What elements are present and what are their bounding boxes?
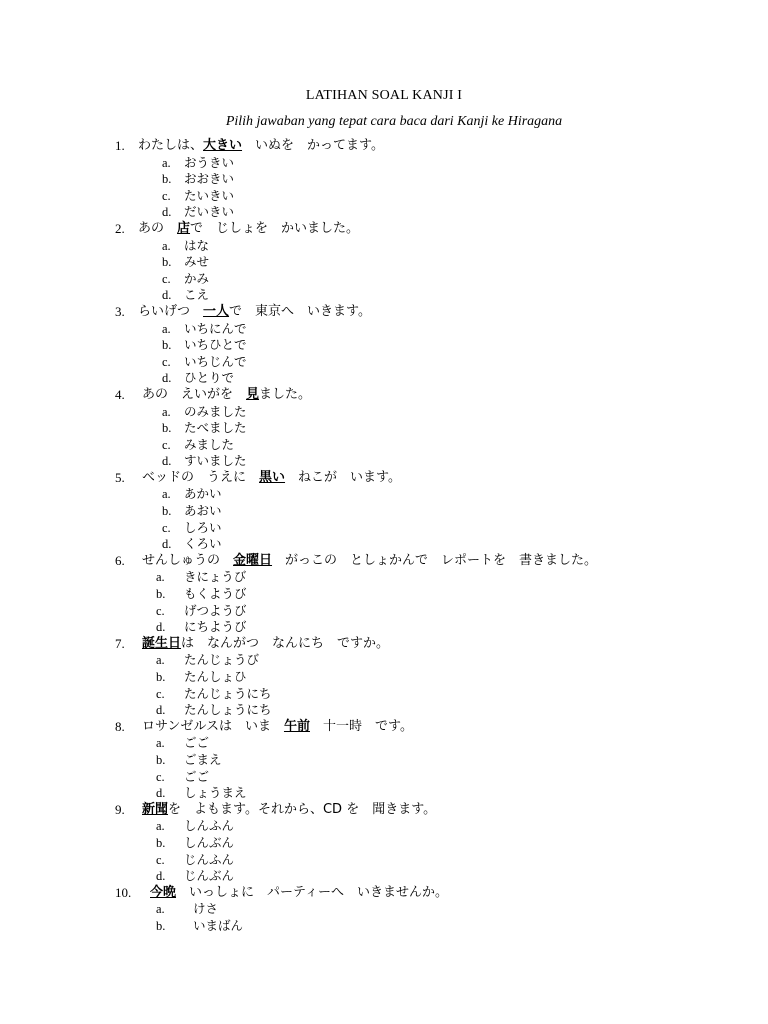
option-text: しんぶん (184, 834, 235, 850)
option-text: はな (184, 237, 210, 253)
page-subtitle: Pilih jawaban yang tepat cara baca dari Kanji ke Hiragana (225, 114, 563, 129)
option-text: たんしょうにち (184, 702, 272, 718)
question-text-before: ベッドの うえに (142, 469, 260, 485)
question-number: 9. (115, 801, 125, 817)
question-text (138, 138, 384, 155)
target-kanji: 今晩 (150, 884, 177, 900)
option-letter: c. (162, 520, 171, 535)
option-text: たんしょひ (184, 669, 247, 684)
option-text: じんふん (184, 851, 235, 867)
option-text: のみました (184, 403, 247, 419)
option-letter: a. (156, 653, 165, 668)
question-number: 2. (115, 220, 125, 236)
question-number: 8. (115, 718, 125, 734)
answer-option[interactable] (0, 769, 768, 786)
option-text: しんふん (184, 818, 235, 834)
answer-option[interactable] (0, 204, 768, 221)
option-text: ひとりで (184, 370, 235, 386)
answer-option[interactable] (0, 238, 768, 255)
answer-option[interactable] (0, 188, 768, 205)
option-letter: d. (156, 620, 166, 635)
question-text-after: ました。 (259, 386, 312, 402)
answer-option[interactable] (0, 337, 768, 354)
answer-option[interactable] (0, 918, 768, 935)
question-text (142, 470, 401, 487)
option-letter: b. (156, 835, 166, 850)
option-text: にちようび (184, 619, 247, 635)
answer-option[interactable] (0, 536, 768, 553)
question-text-after: いっしょに パーティーへ いきませんか。 (176, 884, 448, 900)
answer-option[interactable] (0, 404, 768, 421)
option-letter: b. (162, 421, 172, 436)
question-line (0, 553, 768, 570)
answer-option[interactable] (0, 354, 768, 371)
question-number: 3. (115, 303, 125, 319)
option-letter: a. (156, 570, 165, 585)
question-item (0, 304, 768, 387)
question-text (142, 387, 311, 404)
option-text: ごご (184, 768, 210, 784)
option-letter: c. (162, 437, 171, 452)
answer-option[interactable] (0, 586, 768, 603)
target-kanji: 見 (246, 386, 260, 402)
option-letter: d. (162, 454, 172, 469)
question-line (0, 719, 768, 736)
option-text: おおきい (184, 171, 235, 187)
option-letter: b. (156, 752, 166, 767)
option-text: おうきい (184, 154, 235, 170)
option-text: いまばん (193, 917, 244, 933)
question-item (0, 885, 768, 935)
answer-option[interactable] (0, 453, 768, 470)
question-text (138, 221, 359, 238)
option-letter: a. (156, 736, 165, 751)
answer-option[interactable] (0, 669, 768, 686)
question-text-after: いぬを かってます。 (242, 138, 384, 153)
answer-option[interactable] (0, 735, 768, 752)
option-letter: d. (162, 205, 172, 220)
answer-option[interactable] (0, 785, 768, 802)
option-letter: a. (162, 404, 171, 419)
option-text: いちじんで (184, 353, 247, 369)
option-text: たんじょうび (184, 652, 260, 668)
question-text-after: は なんがつ なんにち ですか。 (181, 635, 390, 651)
option-text: こえ (184, 287, 210, 303)
option-letter: b. (156, 918, 166, 933)
answer-option[interactable] (0, 321, 768, 338)
answer-option[interactable] (0, 520, 768, 537)
option-letter: b. (162, 504, 172, 519)
option-letter: c. (156, 603, 165, 618)
option-letter: a. (156, 819, 165, 834)
option-letter: c. (156, 769, 165, 784)
answer-option[interactable] (0, 835, 768, 852)
question-text-before: ロサンゼルスは いま (142, 718, 284, 734)
question-number: 4. (115, 386, 125, 402)
option-letter: d. (162, 537, 172, 552)
question-line (0, 470, 768, 487)
question-item (0, 802, 768, 885)
question-line (0, 636, 768, 653)
question-list (0, 138, 768, 935)
option-letter: a. (162, 487, 171, 502)
answer-option[interactable] (0, 901, 768, 918)
question-item (0, 636, 768, 719)
option-text: げつようび (184, 602, 247, 618)
question-item (0, 470, 768, 553)
option-text: もくようび (184, 586, 247, 602)
question-text-after: を よもます。それから、CD を 聞きます。 (168, 801, 437, 817)
question-item (0, 553, 768, 636)
question-text-before: らいげつ (138, 303, 204, 319)
question-text-after: ねこが います。 (285, 469, 401, 485)
option-letter: c. (156, 852, 165, 867)
target-kanji: 黒い (259, 469, 286, 485)
option-text: いちにんで (184, 320, 247, 336)
answer-option[interactable] (0, 702, 768, 719)
question-text-before: あの えいがを (142, 386, 247, 402)
answer-option[interactable] (0, 486, 768, 503)
option-text: いちひとで (184, 337, 247, 353)
option-text: ごまえ (184, 751, 222, 767)
question-line (0, 802, 768, 819)
target-kanji: 午前 (283, 718, 310, 734)
question-number: 10. (115, 884, 132, 900)
question-item (0, 387, 768, 470)
question-text (150, 885, 448, 902)
target-kanji: 大きい (203, 138, 243, 153)
answer-option[interactable] (0, 437, 768, 454)
option-letter: c. (162, 354, 171, 369)
option-text: たんじょうにち (184, 685, 272, 701)
option-letter: b. (162, 255, 172, 270)
target-kanji: 店 (177, 220, 191, 236)
question-text (142, 553, 597, 570)
option-letter: a. (162, 238, 171, 253)
question-line (0, 387, 768, 404)
option-letter: b. (162, 172, 172, 187)
question-text-before: わたしは、 (138, 138, 204, 153)
option-text: みせ (184, 254, 210, 270)
target-kanji: 新聞 (142, 801, 169, 817)
question-text (142, 802, 436, 819)
question-text-after: 十一時 です。 (309, 718, 413, 734)
option-text: くろい (184, 536, 222, 552)
question-number: 1. (115, 138, 125, 153)
option-letter: b. (156, 670, 166, 684)
question-line (0, 885, 768, 902)
answer-option[interactable] (0, 171, 768, 188)
answer-option[interactable] (0, 852, 768, 869)
question-line (0, 304, 768, 321)
question-item (0, 719, 768, 802)
answer-option[interactable] (0, 686, 768, 703)
question-number: 6. (115, 552, 125, 568)
option-text: きにょうび (184, 569, 247, 585)
answer-option[interactable] (0, 603, 768, 620)
target-kanji: 金曜日 (233, 552, 273, 568)
question-text-after: で 東京へ いきます。 (229, 303, 371, 319)
option-text: あおい (184, 503, 222, 519)
option-text: じんぶん (184, 868, 235, 884)
answer-option[interactable] (0, 818, 768, 835)
question-item (0, 138, 768, 221)
answer-option[interactable] (0, 155, 768, 172)
page-title: LATIHAN SOAL KANJI I (305, 88, 463, 103)
option-text: だいきい (184, 204, 235, 220)
question-number: 7. (115, 635, 125, 651)
option-letter: d. (162, 288, 172, 303)
answer-option[interactable] (0, 420, 768, 437)
answer-option[interactable] (0, 652, 768, 669)
question-text-after: がっこの としょかんで レポートを 書きました。 (272, 552, 598, 568)
option-text: けさ (193, 901, 219, 917)
option-text: すいました (184, 453, 247, 469)
option-letter: b. (162, 338, 172, 353)
option-text: ごご (184, 735, 210, 751)
question-text (142, 719, 413, 736)
question-line (0, 221, 768, 238)
answer-option[interactable] (0, 254, 768, 271)
answer-option[interactable] (0, 271, 768, 288)
question-text-after: で じしょを かいました。 (190, 220, 360, 236)
question-line (0, 138, 768, 155)
question-text (138, 304, 371, 321)
option-letter: c. (162, 271, 171, 286)
answer-option[interactable] (0, 287, 768, 304)
option-letter: a. (162, 155, 171, 170)
answer-option[interactable] (0, 619, 768, 636)
option-text: しょうまえ (184, 785, 247, 801)
question-text-before: あの (138, 220, 178, 236)
option-letter: a. (162, 321, 171, 336)
question-text (142, 636, 389, 653)
option-text: たべました (184, 420, 247, 436)
question-number: 5. (115, 469, 125, 485)
option-letter: c. (156, 686, 165, 701)
target-kanji: 誕生日 (142, 635, 182, 651)
question-text-before: せんしゅうの (142, 552, 234, 568)
option-text: かみ (184, 270, 210, 286)
option-letter: c. (162, 188, 171, 203)
answer-option[interactable] (0, 569, 768, 586)
option-letter: d. (156, 703, 166, 718)
answer-option[interactable] (0, 752, 768, 769)
question-item (0, 221, 768, 304)
option-letter: d. (156, 869, 166, 884)
option-letter: d. (156, 786, 166, 801)
answer-option[interactable] (0, 868, 768, 885)
option-text: みました (184, 436, 235, 452)
option-text: あかい (184, 486, 222, 502)
option-text: しろい (184, 519, 222, 535)
option-text: たいきい (184, 187, 235, 203)
answer-option[interactable] (0, 370, 768, 387)
target-kanji: 一人 (203, 303, 230, 319)
option-letter: b. (156, 587, 166, 602)
answer-option[interactable] (0, 503, 768, 520)
option-letter: d. (162, 371, 172, 386)
option-letter: a. (156, 902, 165, 917)
